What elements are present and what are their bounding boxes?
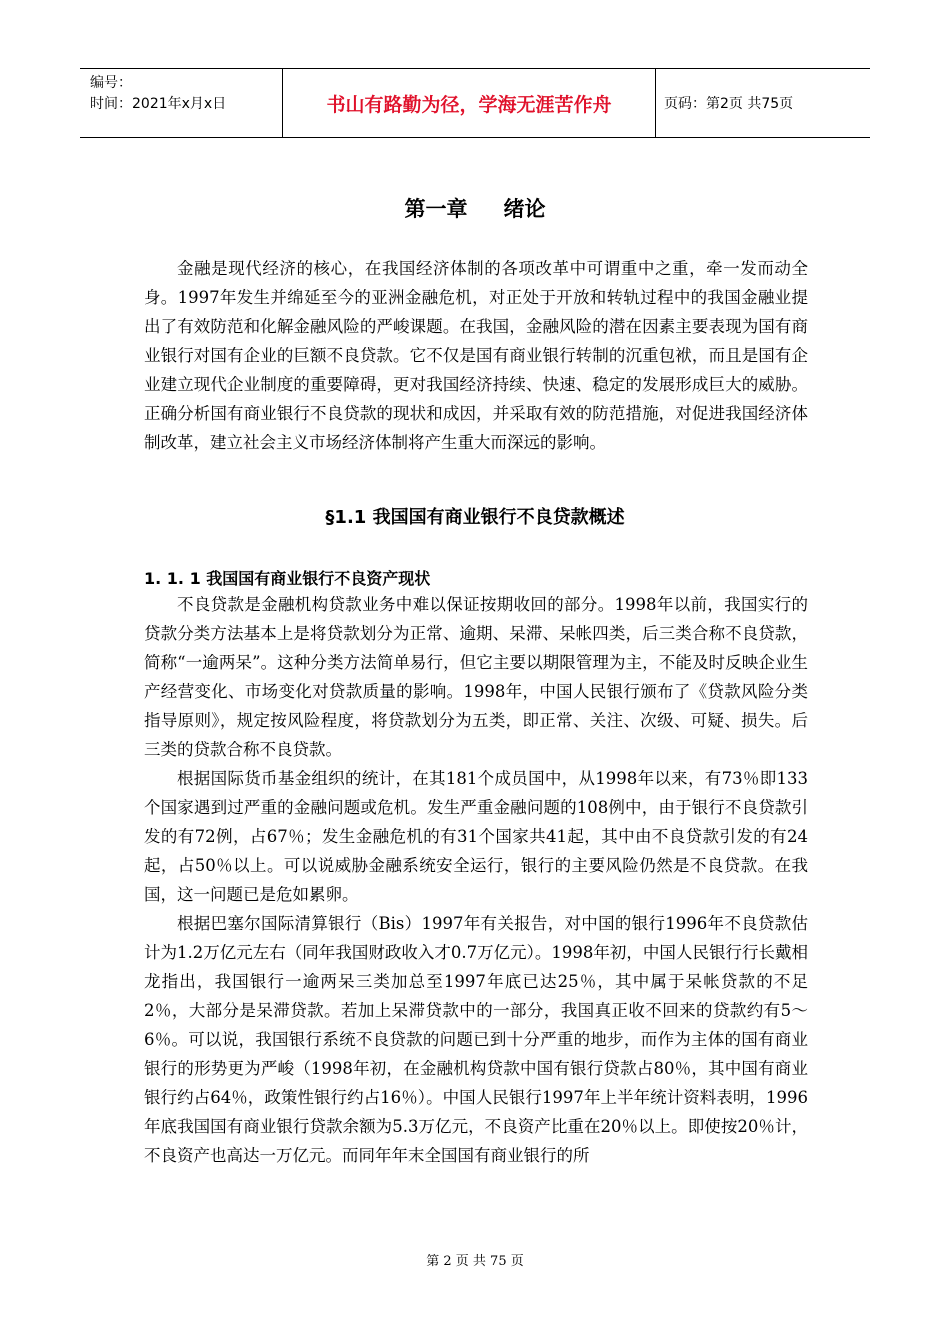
- header-motto: 书山有路勤为径，学海无涯苦作舟: [283, 69, 656, 137]
- chapter-title: [0, 193, 950, 223]
- header-page-label: 页码：第2页 共75页: [664, 96, 794, 112]
- header-meta-cell: [80, 69, 283, 137]
- chapter-name: 绪论: [503, 197, 546, 221]
- intro-paragraph: 金融是现代经济的核心，在我国经济体制的各项改革中可谓重中之重，牵一发而动全身。1997年发生并绵延至今的亚洲金融危机，对正处于开放和转轨过程中的我国金融业提出了有效防范和化解金融风险的严峻课题。在我国，金融风险的潜在因素主要表现为国有商业银行对国有企业的巨额不良贷款。它不仅是国有商业银行转制的沉重包袱，而且是国有企业建立现代企业制度的重要障碍，更对我国经济持续、快速、稳定的发展形成巨大的威胁。正确分析国有商业银行不良贷款的现状和成因，并采取有效的防范措施，对促进我国经济体制改革，建立社会主义市场经济体制将产生重大而深远的影响。: [144, 259, 808, 452]
- subsection-title: 1. 1. 1 我国国有商业银行不良资产现状: [144, 569, 431, 588]
- chapter-intro-block: [144, 254, 808, 457]
- document-header: [80, 68, 870, 138]
- subsection-body: [144, 590, 808, 1170]
- body-paragraph: 根据巴塞尔国际清算银行（Bis）1997年有关报告，对中国的银行1996年不良贷款估计为1.2万亿元左右（同年我国财政收入才0.7万亿元）。1998年初，中国人民银行行长戴相龙指出，我国银行一逾两呆三类加总至1997年底已达25％，其中属于呆帐贷款的不足2％，大部分是呆滞贷款。若加上呆滞贷款中的一部分，我国真正收不回来的贷款约有5～6％。可以说，我国银行系统不良贷款的问题已到十分严重的地步，而作为主体的国有商业银行的形势更为严峻（1998年初，在金融机构贷款中国有银行贷款占80％，其中国有商业银行约占64％，政策性银行约占16％）。中国人民银行1997年上半年统计资料表明，1996年底我国国有商业银行贷款余额为5.3万亿元，不良资产比重在20％以上。即使按20％计，不良资产也高达一万亿元。而同年年末全国国有商业银行的所: [144, 914, 808, 1165]
- section-title: §1.1 我国国有商业银行不良贷款概述: [325, 507, 625, 528]
- body-paragraph: 根据国际货币基金组织的统计，在其181个成员国中，从1998年以来，有73％即133个国家遇到过严重的金融问题或危机。发生严重金融问题的108例中，由于银行不良贷款引发的有72例，占67％；发生金融危机的有31个国家共41起，其中由不良贷款引发的有24起，占50％以上。可以说威胁金融系统安全运行，银行的主要风险仍然是不良贷款。在我国，这一问题已是危如累卵。: [144, 769, 808, 904]
- document-date-label: 时间：2021年x月x日: [90, 96, 227, 112]
- chapter-number: 第一章: [404, 197, 468, 221]
- body-paragraph: 不良贷款是金融机构贷款业务中难以保证按期收回的部分。1998年以前，我国实行的贷款分类方法基本上是将贷款划分为正常、逾期、呆滞、呆帐四类，后三类合称不良贷款，简称“一逾两呆”。这种分类方法简单易行，但它主要以期限管理为主，不能及时反映企业生产经营变化、市场变化对贷款质量的影响。1998年，中国人民银行颁布了《贷款风险分类指导原则》，规定按风险程度，将贷款划分为五类，即正常、关注、次级、可疑、损失。后三类的贷款合称不良贷款。: [144, 595, 808, 759]
- page-footer: 第 2 页 共 75 页: [426, 1254, 524, 1269]
- document-number-label: 编号：: [90, 75, 132, 91]
